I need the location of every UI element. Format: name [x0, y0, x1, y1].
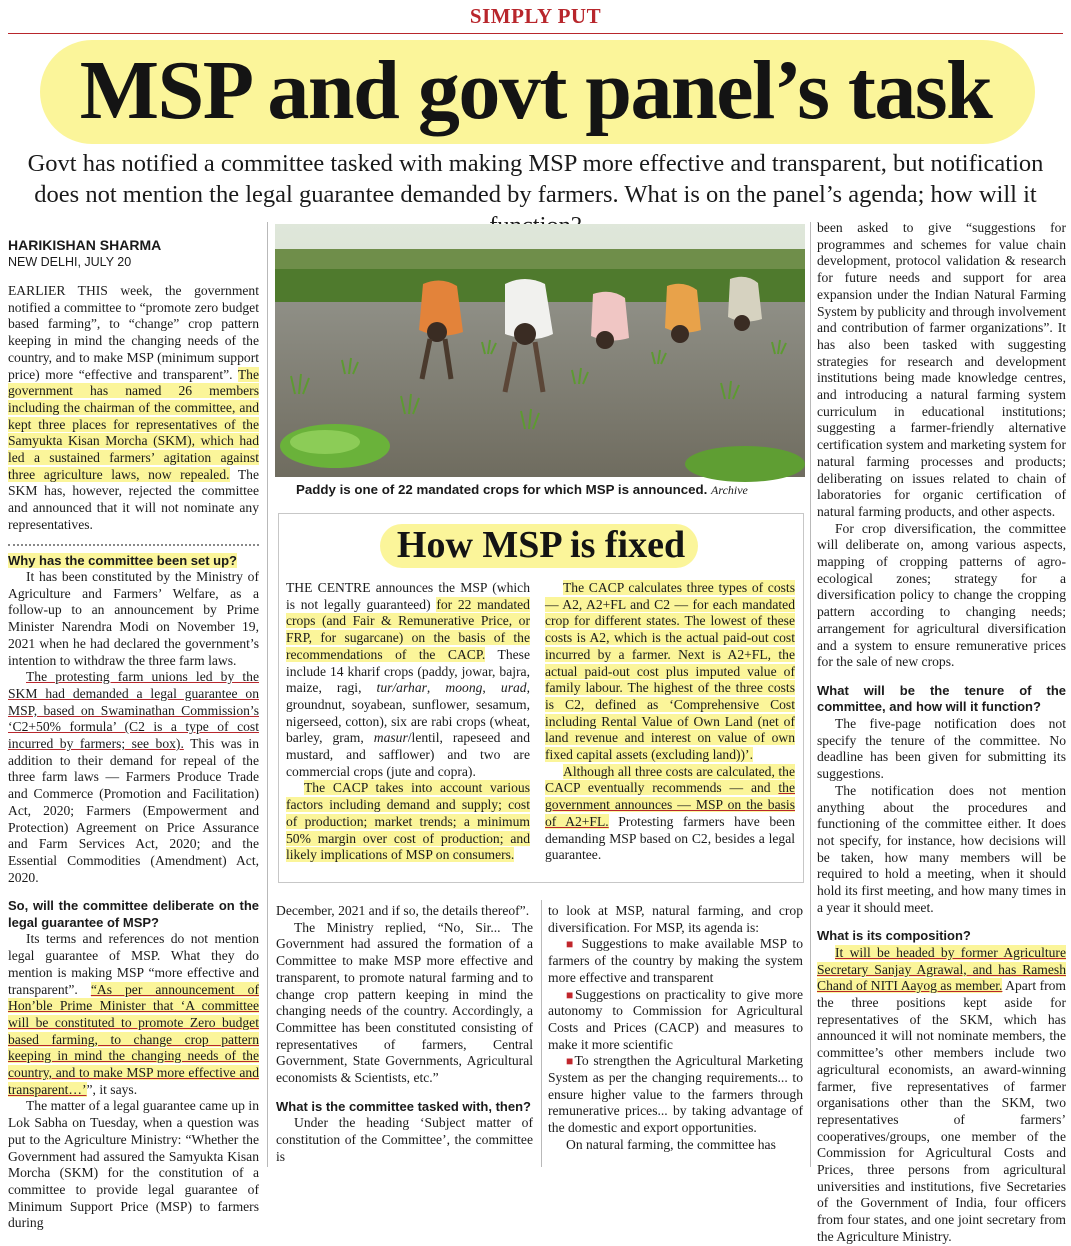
text-run: ,	[482, 680, 501, 696]
column-2-bottom	[276, 903, 533, 1165]
box-column-right	[545, 580, 795, 864]
caption-text: Paddy is one of 22 mandated crops for which MSP is announced.	[296, 482, 708, 497]
section-kicker: SIMPLY PUT	[469, 4, 602, 28]
text-run: These include 14 kharif crops (paddy, jowar, bajra, maize, ragi,	[286, 646, 530, 696]
italic-term: masur	[373, 730, 408, 746]
paragraph: The matter of a legal guarantee came up in Lok Sabha on Tuesday, when a question was put to the Agriculture Ministry: “Whether the Government had assured the Samyukta Kisan Morcha (SKM) for the constitution of a committee to provide legal guarantee of Minimum Support Price (MSP) to farmers during	[8, 1098, 259, 1231]
text-run: The SKM has, however, rejected the committee and announced that it will not nominate any representatives.	[8, 466, 259, 532]
text-run: This was in addition to their demand for repeal of the three farm laws — Farmers Produce Trade and Commerce (Promotion and Facilitation) Act, 2020; Farmers (Empowerment and Protection) Agreement on Price Assurance and Farm Services Act, 2020; and the Essential Commodities (Amendment) Act, 2020.	[8, 736, 259, 885]
highlighted-text: The government has named 26 members including the chairman of the committee, and kept three places for representatives of the Samyukta Kisan Morcha (SKM), which had led a sustained farmers’ agitation against three agriculture laws, now repealed.	[8, 366, 259, 482]
paragraph: been asked to give “suggestions for programmes and schemes for value chain development, protocol validation & research for future needs and support for area expansion under the Indian Natural Farming System by publicity and through involvement and contribution of farmer organizations”. It has also been tasked with suggesting strategies for research and development institutions being made knowledge centres, and introducing a natural farming system curriculum in educational institutions; suggesting a farmer-friendly alternative certification system and marketing system for natural farming processes and products; deliberating on issues related to chain of laboratories for organic certification of natural farming products, and other aspects.	[817, 220, 1066, 519]
highlighted-text: The CACP calculates three types of costs — A2, A2+FL and C2 — for each mandated crop for different states. The lowest of these costs is A2, which is the actual paid-out cost incurred by a farmer. Next is A2+FL, the actual paid-out cost plus imputed value of family labour. The highest of the three costs is C2, defined as ‘Comprehensive Cost including Rental Value of Own Land (net of land revenue and interest on value of own fixed capital assets (excluding land))’.	[545, 580, 795, 763]
text-run: THE CENTRE announces the MSP (which is not legally guaranteed)	[286, 580, 530, 612]
column-rule	[541, 900, 542, 1167]
paragraph: The Ministry replied, “No, Sir... The Government had assured the formation of a Committee to make MSP more effective and transparent, to promote natural farming and to change crop pattern keeping in mind the changing needs of the country. Accordingly, a Committee has been constituted consisting of representatives of farmers, Central Government, State Governments, Agricultural economists & Scientists, etc.”	[276, 919, 533, 1086]
headline: MSP and govt panel’s task	[79, 44, 992, 137]
highlighted-text: “As per announcement of Hon’ble Prime Minister that ‘A committee will be constituted to promote Zero budget based farming, to change crop pattern keeping in mind the changing needs of the country, and to make MSP more effective and transparent…’	[8, 981, 259, 1097]
paragraph	[8, 283, 259, 534]
paragraph	[545, 580, 795, 764]
bullet-item	[548, 987, 803, 1054]
column-1	[8, 236, 259, 1232]
underlined-text: The protesting farm unions led by the SKM had demanded a legal guarantee on MSP, based on Swaminathan Commission’s ‘C2+50% formula’ (C2 is a type of cost incurred by farmers; see box).	[8, 669, 259, 752]
photo-credit: Archive	[711, 483, 748, 497]
paragraph: The notification does not mention anything about the procedures and functioning of the committee either. It does not specify, for instance, how decisions will be taken, how many members will be required to hold a meeting, when it should hold its first meeting, and how many times in a year it should meet.	[817, 782, 1066, 915]
paragraph: to look at MSP, natural farming, and crop diversification. For MSP, its agenda is:	[548, 903, 803, 935]
subhead: What will be the tenure of the committee, and how will it function?	[817, 682, 1066, 715]
dotted-divider	[8, 544, 259, 549]
text-run: ”, it says.	[86, 1081, 138, 1097]
photo-caption	[296, 482, 796, 498]
farmers-planting-paddy-image	[275, 224, 805, 477]
highlighted-text: Although all three costs are calculated, the CACP eventually recommends — and	[545, 763, 795, 796]
paragraph: For crop diversification, the committee will deliberate on, among various aspects, mapping of cropping patterns of agro-ecological zones; strategy for a diversification policy to change the cropping pattern according to changing needs; arrangement for agricultural diversification and a system to ensure remunerative prices for the sale of new crops.	[817, 520, 1066, 670]
paragraph: Under the heading ‘Subject matter of constitution of the Committee’, the committee is	[276, 1115, 533, 1164]
bullet-text: Suggestions on practicality to give more autonomy to Commission for Agricultural Costs and Prices (CACP) and measures to make it more scientific	[548, 986, 803, 1052]
column-4	[817, 220, 1066, 1246]
italic-term: tur/arhar	[376, 680, 427, 696]
text-run: EARLIER THIS week, the government notified a committee to “promote zero budget based farming”, to “change” crop pattern keeping in mind the changing needs of the country, and to make MSP (minimum support price) more “effective and transparent”.	[8, 283, 259, 382]
box-title: How MSP is fixed	[396, 524, 686, 566]
paragraph	[8, 669, 259, 886]
highlighted-text: for 22 mandated crops (and Fair & Remunerative Price, or FRP, for sugarcane) on the basis of the recommendations of the CACP.	[286, 596, 530, 662]
paragraph	[8, 931, 259, 1098]
text-run: Protesting farmers have been demanding MSP based on C2, besides a legal guarantee.	[545, 813, 795, 863]
bullet-text: To strengthen the Agricultural Marketing System as per the changing requirements... to ensure higher value to the farmers through remunerative prices... by taking advantage of the domestic and export opportunities.	[548, 1053, 803, 1136]
subhead: So, will the committee deliberate on the legal guarantee of MSP?	[8, 898, 259, 930]
subhead: What is its composition?	[817, 928, 971, 944]
paddy-photo	[275, 224, 805, 477]
paragraph: The five-page notification does not specify the tenure of the committee. No deadline has been given for submitting its suggestions.	[817, 715, 1066, 782]
column-rule	[267, 222, 268, 1167]
paragraph	[545, 764, 795, 864]
subhead-text: Why has the committee been set up?	[8, 552, 237, 568]
paragraph	[817, 945, 1066, 1246]
bullet-item	[548, 1053, 803, 1137]
highlighted-text: It will be headed by former Agriculture Secretary Sanjay Agrawal, and has Ramesh Chand of NITI Aayog as member.	[817, 944, 1066, 994]
italic-term: moong	[445, 680, 483, 696]
paragraph	[286, 780, 530, 864]
subhead: What is the committee tasked with, then?	[276, 1098, 531, 1114]
text-run: Its terms and references do not mention legal guarantee of MSP. What they do mention is making MSP “more effective and transparent”.	[8, 931, 259, 997]
square-bullet-icon: ■	[566, 987, 575, 1002]
kicker-rule	[8, 33, 1063, 34]
paragraph: It has been constituted by the Ministry of Agriculture and Farmers’ Welfare, as a follow-up to an announcement by Prime Minister Narendra Modi on November 19, 2021 when he had declared the government’s intention to withdraw the three farm laws.	[8, 569, 259, 668]
text-run: /lentil, rapeseed and mustard, and safflower) and two are commercial crops (jute and copra).	[286, 730, 530, 779]
text-run: , groundnut, soyabean, sunflower, sesamum, nigerseed, cotton), six are rabi crops (wheat, barley, gram,	[286, 680, 530, 746]
square-bullet-icon: ■	[566, 1054, 575, 1069]
bullet-text: Suggestions to make available MSP to farmers of the country by making the system more effective and transparent	[548, 936, 803, 985]
byline-place: NEW DELHI, JULY 20	[8, 255, 132, 269]
byline-name: HARIKISHAN SHARMA	[8, 237, 162, 253]
text-run: Apart from the three positions kept aside for representatives of the SKM, which has announced it will not nominate members, the committee’s other members include two agricultural economists, an award-winning farmer, five representatives of farmer organisations other than the SKM, two representatives of farmers’ cooperatives/groups, one member of the Commission for Agricultural Costs and Prices, three persons from agricultural universities and institutions, five Secretaries of the Government of India, four officers from four states, and one joint secretary from the Agriculture Ministry.	[817, 978, 1066, 1244]
text-run: ,	[426, 680, 446, 696]
square-bullet-icon: ■	[566, 937, 576, 952]
paragraph: December, 2021 and if so, the details thereof”.	[276, 903, 530, 918]
subhead	[8, 553, 259, 570]
bullet-item	[548, 936, 803, 986]
box-column-left	[286, 580, 530, 864]
italic-term: urad	[500, 680, 527, 696]
column-3-bottom	[548, 903, 803, 1154]
column-rule	[810, 222, 811, 1167]
standfirst: Govt has notified a committee tasked with making MSP more effective and transparent, but notification does not mention the legal guarantee demanded by farmers. What is on the panel’s agenda; how will it	[27, 150, 1044, 208]
paragraph	[286, 580, 530, 780]
highlighted-text: the government announces — MSP on the basis of A2+FL.	[545, 780, 795, 829]
paragraph: On natural farming, the committee has	[566, 1136, 776, 1152]
highlighted-text: The CACP takes into account various factors including demand and supply; cost of production; market trends; a minimum 50% margin over cost of production; and likely implications of MSP on consumers.	[286, 780, 530, 863]
